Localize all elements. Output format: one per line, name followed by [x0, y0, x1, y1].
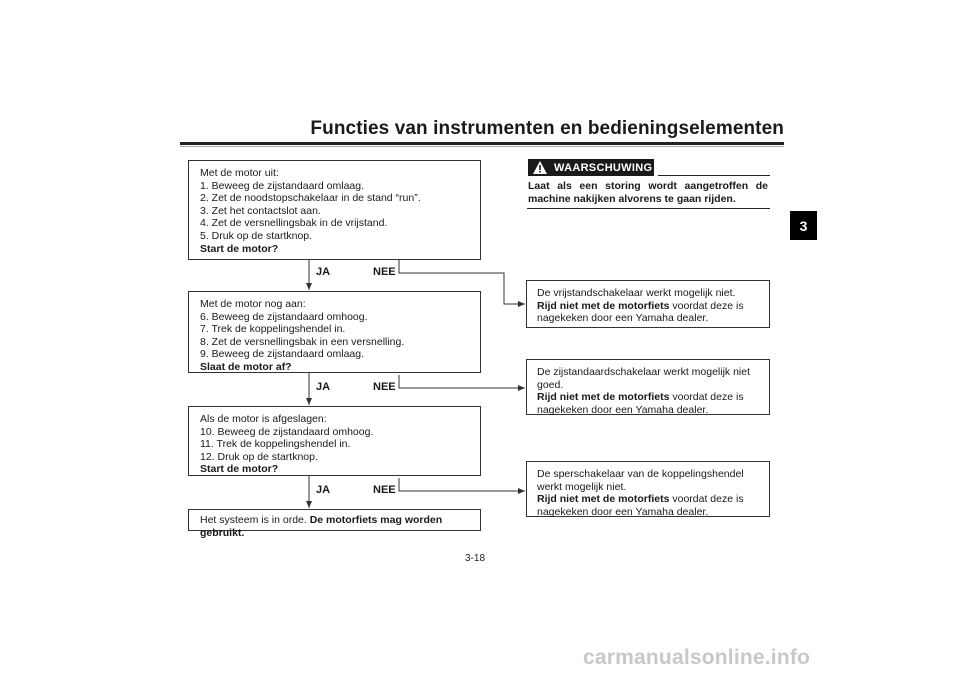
warning-text: Laat als een storing wordt aangetroffen de machine nakijken alvorens te gaan rijden.	[528, 180, 768, 205]
step1-line-3: 3. Zet het contactslot aan.	[200, 204, 321, 217]
yes-label-2: JA	[316, 381, 331, 393]
step1-line-0: Met de motor uit:	[200, 167, 279, 179]
step3-line-4: Start de motor?	[200, 463, 279, 476]
result-3-line1: De sperschakelaar van de koppelingshendel	[537, 468, 744, 480]
result-box-3	[526, 461, 770, 517]
yes-label-3: JA	[316, 484, 331, 496]
final-normal-text: Het systeem is in orde.	[200, 514, 310, 526]
step2-line-5: Slaat de motor af?	[200, 360, 292, 373]
warning-triangle-icon	[532, 160, 548, 175]
warning-label: WAARSCHUWING	[554, 161, 653, 174]
result-2-rest: voordat deze is	[669, 391, 744, 404]
page-number: 3-18	[465, 553, 486, 564]
result-1-line4: nagekeken door een Yamaha dealer.	[537, 312, 709, 325]
step3-line-3: 12. Druk op de startknop.	[200, 450, 318, 463]
no-label-3: NEE	[373, 484, 396, 496]
result-2-line4: nagekeken door een Yamaha dealer.	[537, 403, 709, 416]
step2-line-1: 6. Beweeg de zijstandaard omhoog.	[200, 310, 368, 323]
result-2-line1: De zijstandaardschakelaar werkt mogelijk niet	[537, 366, 751, 378]
watermark: carmanualsonline.info	[583, 646, 811, 669]
flow-step-1	[188, 160, 481, 260]
step3-line-0: Als de motor is afgeslagen:	[200, 413, 327, 425]
result-3-line4: nagekeken door een Yamaha dealer.	[537, 505, 709, 518]
step2-line-4: 9. Beweeg de zijstandaard omlaag.	[200, 348, 365, 361]
arrow-no-2	[399, 375, 525, 388]
chapter-tab: 3	[790, 211, 817, 240]
final-bold-text: De motorfiets mag worden gebruikt.	[200, 514, 443, 539]
flow-step-2	[188, 291, 481, 373]
result-box-1	[526, 280, 770, 328]
step1-line-6: Start de motor?	[200, 242, 279, 255]
no-label-1: NEE	[373, 266, 396, 278]
warning-rule-bottom	[527, 208, 770, 209]
warning-badge	[528, 159, 654, 176]
result-2-line2: goed.	[537, 378, 564, 391]
result-box-2	[526, 359, 770, 415]
step2-line-2: 7. Trek de koppelingshendel in.	[200, 323, 346, 336]
result-2-bold: Rijd niet met de motorfiets	[537, 391, 670, 404]
yes-label-1: JA	[316, 266, 331, 278]
no-label-2: NEE	[373, 381, 396, 393]
page-title: Functies van instrumenten en bedieningselementen	[310, 118, 784, 139]
step1-line-2: 2. Zet de noodstopschakelaar in de stand “run”.	[200, 192, 421, 205]
result-3-bold: Rijd niet met de motorfiets	[537, 493, 670, 506]
result-1-bold: Rijd niet met de motorfiets	[537, 299, 670, 312]
step2-line-0: Met de motor nog aan:	[200, 298, 306, 310]
step1-line-1: 1. Beweeg de zijstandaard omlaag.	[200, 179, 365, 192]
result-3-rest: voordat deze is	[669, 493, 744, 506]
flow-final	[188, 509, 481, 539]
flow-step-3	[188, 406, 481, 476]
step1-line-5: 5. Druk op de startknop.	[200, 229, 313, 242]
step3-line-2: 11. Trek de koppelingshendel in.	[200, 438, 351, 451]
step2-line-3: 8. Zet de versnellingsbak in een versnelling.	[200, 335, 405, 348]
result-3-line2: werkt mogelijk niet.	[537, 480, 627, 493]
step3-line-1: 10. Beweeg de zijstandaard omhoog.	[200, 425, 374, 438]
step1-line-4: 4. Zet de versnellingsbak in de vrijstand.	[200, 217, 388, 230]
warning-rule-top	[658, 175, 770, 176]
result-1-rest: voordat deze is	[669, 299, 744, 312]
result-1-line1: De vrijstandschakelaar werkt mogelijk niet.	[537, 287, 736, 299]
arrow-no-3	[399, 478, 525, 491]
